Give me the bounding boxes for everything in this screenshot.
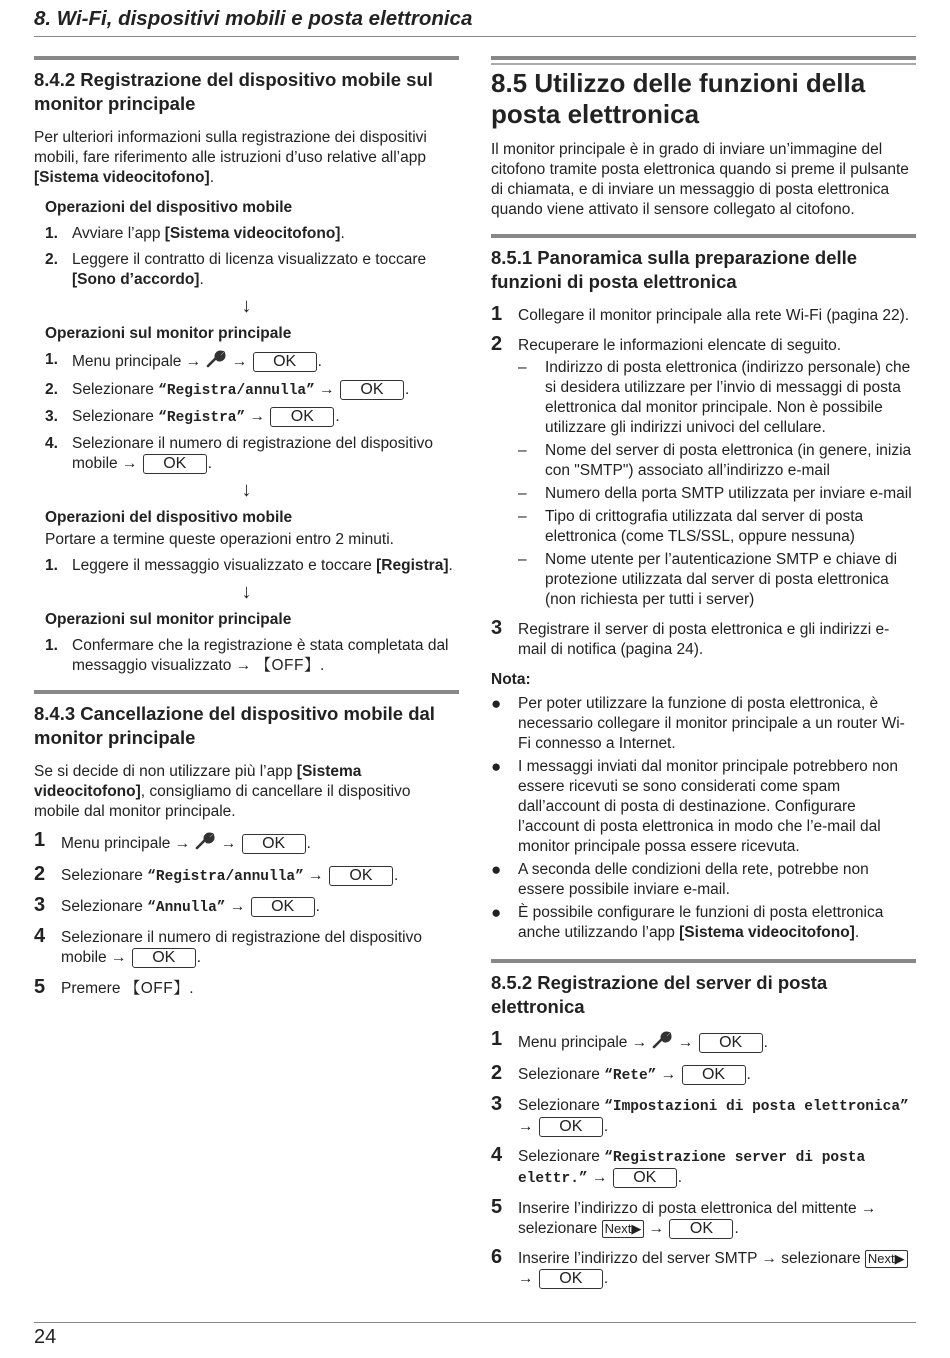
step-list [491, 1028, 916, 1289]
ok-button[interactable]: OK [340, 380, 404, 400]
section-8-5 [491, 56, 916, 220]
section-8-4-2 [34, 56, 459, 676]
section-title: 8.5 Utilizzo delle funzioni della posta elettronica [491, 68, 866, 129]
next-button[interactable]: Next▶ [602, 1220, 645, 1238]
list-item: 3. Selezionare “Registra” → OK . [45, 408, 340, 427]
section-divider [491, 234, 916, 238]
section-title: 8.4.3 Cancellazione del dispositivo mobile dal monitor principale [34, 703, 435, 749]
step-list [45, 556, 459, 576]
step-list [45, 224, 459, 290]
list-item: ● I messaggi inviati dal monitor principale potrebbero non essere ricevuti se sono considerati come spam dall’account di posta di destinazione. Configurare l’account di posta elettronica in modo che l’e-mail dal monitor principale possa essere ricevuta. [491, 757, 898, 855]
left-column [34, 56, 459, 1009]
list-item: 2. Selezionare “Registra/annulla” → OK . [45, 381, 410, 400]
list-item: 1 Menu principale → → OK . [491, 1031, 916, 1055]
next-button[interactable]: Next▶ [865, 1250, 908, 1268]
section-intro: Il monitor principale è in grado di inviare un’immagine del citofono tramite posta elettronica quando si preme il pulsante di chiamata, e di inviare un messaggio di posta elettronica quando viene attivato il sensore collegato al citofono. [491, 141, 909, 218]
down-arrow-icon: ↓ [241, 295, 252, 317]
section-8-5-1 [491, 234, 916, 943]
list-item: 2 Selezionare “Rete” → OK . [491, 1062, 751, 1085]
chapter-title: 8. Wi-Fi, dispositivi mobili e posta elettronica [34, 7, 473, 30]
list-item: 1 Collegare il monitor principale alla rete Wi-Fi (pagina 22). [491, 303, 910, 325]
section-title: 8.5.2 Registrazione del server di posta elettronica [491, 972, 828, 1017]
ok-button[interactable]: OK [329, 866, 393, 886]
ok-button[interactable]: OK [682, 1065, 746, 1085]
group-title: Operazioni del dispositivo mobile [45, 199, 293, 216]
list-item: 3 Selezionare “Impostazioni di posta elettronica” → OK . [491, 1093, 909, 1136]
section-8-4-3 [34, 690, 459, 998]
list-item: 4 Selezionare “Registrazione server di posta elettr.” → OK . [491, 1144, 866, 1188]
ok-button[interactable]: OK [253, 352, 317, 372]
list-item: 5 Inserire l’indirizzo di posta elettronica del mittente → selezionare Next▶ → OK . [491, 1196, 877, 1238]
step-list [45, 350, 459, 474]
list-item: 2. Leggere il contratto di licenza visualizzato e toccare [Sono d’accordo]. [45, 251, 427, 288]
ok-button[interactable]: OK [132, 948, 196, 968]
list-item: 2 Recuperare le informazioni elencate di seguito. – Indirizzo di posta elettronica (indirizzo personale) che si desidera utilizzare per l’invio di messaggi di posta elettronica dal monitor principale. Non è possibile utilizzare gli indirizzi univoci del cellulare. – Nome del server di posta elettronica (in genere, inizia con "SMTP") associato all’indirizzo e-mail – Numero della porta SMTP utilizzata per inviare e-mail – Tipo di crittografia utilizzata dal server di posta elettronica (come TLS/SSL, oppure nessuna) – Nome utente per l’autenticazione SMTP e chiave di protezione utilizzata dal server di posta elettronica (non richiesta per tutti i server) [491, 336, 916, 610]
list-item: – Numero della porta SMTP utilizzata per inviare e-mail [518, 485, 912, 502]
page-number: 24 [34, 1326, 57, 1348]
list-item: 2 Selezionare “Registra/annulla” → OK . [34, 863, 399, 886]
list-item: 3 Registrare il server di posta elettronica e gli indirizzi e-mail di notifica (pagina 24). [491, 617, 890, 658]
down-arrow-icon: ↓ [241, 479, 252, 502]
ok-button[interactable]: OK [669, 1219, 733, 1239]
group-note: Portare a termine queste operazioni entro 2 minuti. [45, 531, 394, 549]
wrench-icon [652, 1031, 674, 1055]
ok-button[interactable]: OK [613, 1168, 677, 1188]
ok-button[interactable]: OK [143, 454, 207, 474]
list-item: – Tipo di crittografia utilizzata dal server di posta elettronica (come TLS/SSL, oppure nessuna) [518, 508, 864, 545]
down-arrow-icon: ↓ [241, 581, 252, 604]
list-item: 1. Confermare che la registrazione è stata completata dal messaggio visualizzato → 【OFF】. [45, 637, 449, 675]
ok-button[interactable]: OK [270, 407, 334, 427]
wrench-icon [206, 350, 228, 374]
off-key[interactable]: 【OFF】 [124, 979, 190, 997]
ok-button[interactable]: OK [251, 897, 315, 917]
list-item: ● Per poter utilizzare la funzione di posta elettronica, è necessario collegare il monitor principale a un router Wi-Fi connesso a Internet. [491, 694, 905, 752]
list-item: 4 Selezionare il numero di registrazione del dispositivo mobile → OK . [34, 925, 422, 967]
page-footer [34, 1322, 916, 1348]
list-item: – Nome del server di posta elettronica (in genere, inizia con "SMTP") associato all’indirizzo e-mail [518, 442, 912, 479]
list-item: 3 Selezionare “Annulla” → OK . [34, 894, 320, 917]
right-column [491, 56, 916, 1299]
section-divider [34, 56, 459, 60]
section-8-5-2 [491, 959, 916, 1289]
list-item: – Nome utente per l’autenticazione SMTP e chiave di protezione utilizzata dal server di posta elettronica (non richiesta per tutti i server) [518, 551, 898, 608]
info-list [518, 358, 916, 610]
list-item: 1. Menu principale → → OK . [45, 350, 459, 374]
list-item: 5 Premere 【OFF】. [34, 975, 194, 998]
ok-button[interactable]: OK [539, 1269, 603, 1289]
section-title: 8.4.2 Registrazione del dispositivo mobile sul monitor principale [34, 69, 433, 114]
list-item: – Indirizzo di posta elettronica (indirizzo personale) che si desidera utilizzare per l’invio di messaggi di posta elettronica dal monitor principale. Non è possibile utilizzare gli indirizzi univoci del cellulare. [518, 359, 911, 436]
ok-button[interactable]: OK [699, 1033, 763, 1053]
section-divider [34, 690, 459, 694]
step-list [491, 303, 916, 660]
list-item: 6 Inserire l’indirizzo del server SMTP → selezionare Next▶ → OK . [491, 1249, 916, 1289]
step-list [45, 636, 459, 676]
group-title: Operazioni sul monitor principale [45, 325, 292, 342]
section-intro: Se si decide di non utilizzare più l’app [Sistema videocitofono], consigliamo di cancellare il dispositivo mobile dal monitor principale. [34, 763, 411, 821]
note-title: Nota: [491, 671, 531, 688]
group-title: Operazioni sul monitor principale [45, 611, 292, 629]
list-item: 1 Menu principale → → OK . [34, 832, 459, 856]
step-list [34, 829, 459, 998]
chapter-header [34, 6, 916, 37]
section-divider [491, 56, 916, 60]
off-key[interactable]: 【OFF】 [255, 657, 320, 675]
section-title: 8.5.1 Panoramica sulla preparazione delle funzioni di posta elettronica [491, 247, 858, 292]
list-item: 1. Leggere il messaggio visualizzato e toccare [Registra]. [45, 557, 453, 575]
note-list [491, 694, 916, 943]
group-title: Operazioni del dispositivo mobile [45, 509, 293, 527]
section-divider [491, 959, 916, 963]
list-item: ● A seconda delle condizioni della rete, potrebbe non essere possibile inviare e-mail. [491, 860, 869, 898]
section-intro: Per ulteriori informazioni sulla registrazione dei dispositivi mobili, fare riferimento alle istruzioni d’uso relative all’app [Sistema videocitofono]. [34, 129, 427, 186]
list-item: 4. Selezionare il numero di registrazione del dispositivo mobile → OK . [45, 435, 433, 473]
list-item: 1. Avviare l’app [Sistema videocitofono]. [45, 225, 345, 242]
ok-button[interactable]: OK [539, 1117, 603, 1137]
list-item: ● È possibile configurare le funzioni di posta elettronica anche utilizzando l’app [Sistema videocitofono]. [491, 903, 884, 941]
wrench-icon [195, 832, 217, 856]
ok-button[interactable]: OK [242, 834, 306, 854]
